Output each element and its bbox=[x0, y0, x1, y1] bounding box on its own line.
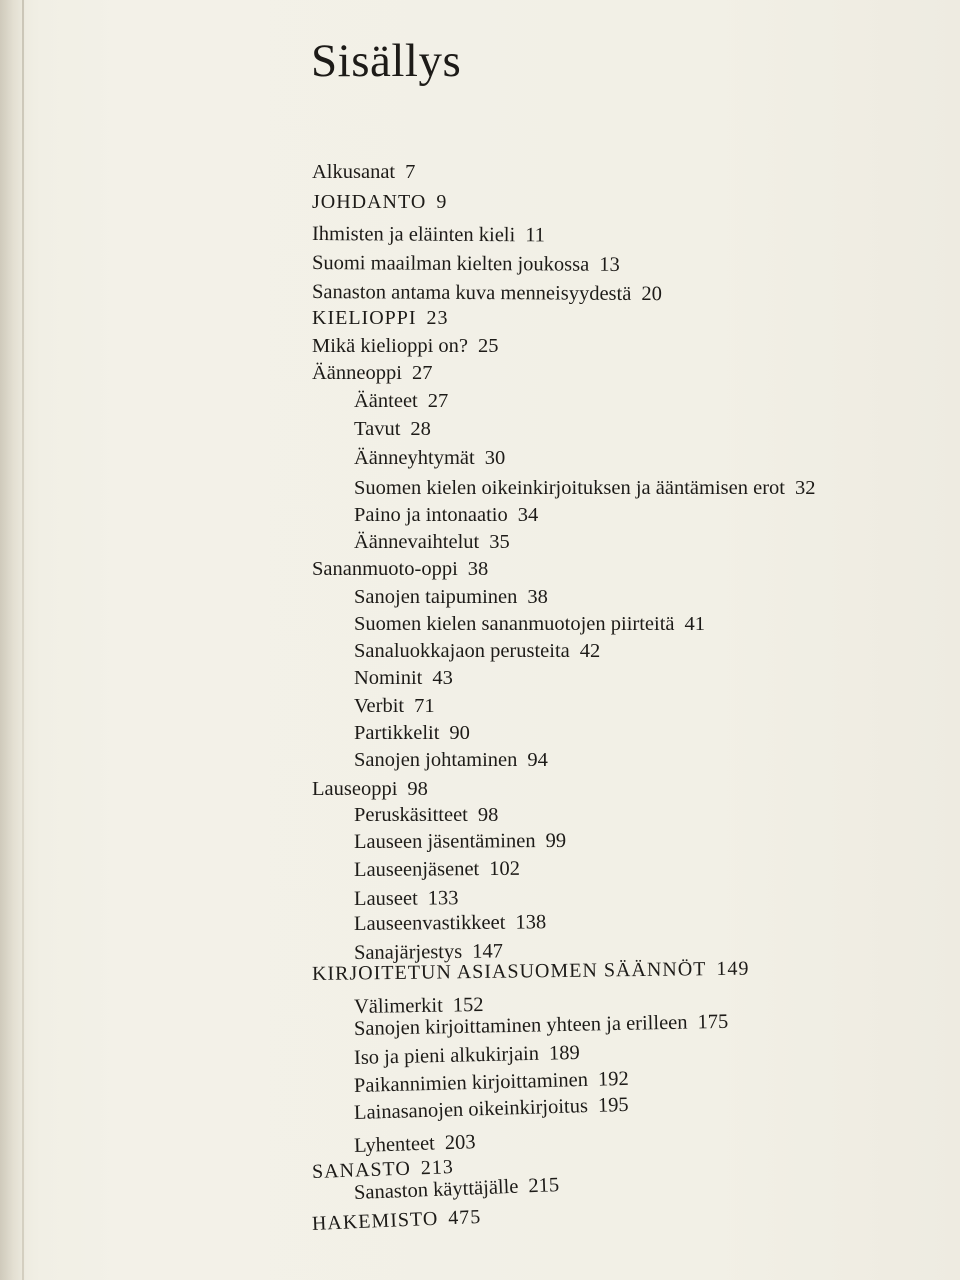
toc-entry-title: Sanajärjestys bbox=[353, 940, 463, 964]
toc-entry-page: 43 bbox=[432, 667, 453, 689]
toc-entry bbox=[354, 829, 566, 854]
toc-entry-page: 20 bbox=[641, 283, 662, 306]
toc-entry-title: SANASTO bbox=[311, 1157, 412, 1183]
toc-entry bbox=[354, 389, 448, 413]
toc-entry bbox=[312, 222, 545, 247]
toc-entry bbox=[354, 1093, 629, 1125]
toc-entry bbox=[312, 557, 488, 581]
toc-entry-page: 152 bbox=[452, 993, 484, 1017]
toc-entry-title: Sanojen kirjoittaminen yhteen ja erilleen bbox=[353, 1011, 688, 1040]
toc-entry-title: Suomen kielen sananmuotojen piirteitä bbox=[354, 613, 675, 635]
toc-entry bbox=[354, 417, 431, 441]
toc-entry-title: Iso ja pieni alkukirjain bbox=[353, 1042, 540, 1069]
toc-entry-page: 34 bbox=[517, 504, 539, 526]
toc-entry bbox=[312, 251, 620, 277]
toc-entry-title: Lauseenjäsenet bbox=[353, 858, 480, 881]
toc-entry-title: Paino ja intonaatio bbox=[354, 504, 508, 526]
toc-entry-page: 149 bbox=[716, 957, 750, 981]
toc-entry bbox=[354, 1130, 476, 1158]
toc-entry bbox=[354, 476, 815, 500]
toc-entry-title: Tavut bbox=[354, 418, 401, 440]
toc-entry-page: 28 bbox=[410, 418, 431, 440]
toc-entry-page: 175 bbox=[697, 1010, 729, 1034]
toc-entry-page: 94 bbox=[527, 749, 548, 771]
toc-entry-title: Suomen kielen oikeinkirjoituksen ja ääntämisen erot bbox=[354, 477, 785, 499]
toc-entry-page: 98 bbox=[407, 778, 428, 800]
toc-entry-title: Peruskäsitteet bbox=[354, 804, 468, 826]
toc-entry-page: 215 bbox=[527, 1174, 560, 1198]
toc-entry bbox=[312, 306, 449, 330]
toc-entry-title: Sanaluokkajaon perusteita bbox=[354, 640, 570, 662]
toc-entry-page: 7 bbox=[405, 161, 416, 183]
toc-entry bbox=[312, 361, 432, 385]
toc-entry-page: 23 bbox=[426, 307, 449, 329]
toc-entry-page: 41 bbox=[684, 613, 706, 635]
toc-entry bbox=[354, 886, 459, 911]
toc-entry-title: Lyhenteet bbox=[353, 1132, 436, 1157]
toc-entry-page: 25 bbox=[478, 335, 499, 357]
toc-entry-title: Äänteet bbox=[354, 390, 418, 412]
toc-entry bbox=[312, 190, 447, 214]
toc-entry bbox=[354, 446, 505, 470]
toc-entry-page: 203 bbox=[444, 1131, 476, 1155]
toc-entry bbox=[354, 585, 548, 609]
toc-entry bbox=[354, 748, 548, 772]
toc-entry bbox=[354, 803, 498, 827]
toc-entry bbox=[312, 777, 428, 801]
toc-entry bbox=[354, 666, 453, 690]
toc-entry-page: 213 bbox=[420, 1156, 455, 1180]
toc-entry-title: Sanaston käyttäjälle bbox=[353, 1175, 519, 1204]
toc-entry-title: Lauseenvastikkeet bbox=[353, 911, 506, 935]
toc-entry-title: Välimerkit bbox=[353, 994, 443, 1018]
toc-entry-page: 138 bbox=[515, 911, 547, 934]
toc-entry-title: Suomi maailman kielten joukossa bbox=[311, 252, 590, 276]
toc-entry-page: 30 bbox=[484, 447, 506, 469]
toc-entry-page: 99 bbox=[545, 829, 567, 852]
toc-entry-page: 133 bbox=[427, 887, 459, 910]
toc-entry-page: 11 bbox=[525, 224, 546, 247]
toc-entry-page: 13 bbox=[599, 253, 620, 276]
toc-entry-page: 35 bbox=[489, 531, 510, 553]
toc-entry-page: 38 bbox=[467, 558, 489, 580]
toc-entry-page: 27 bbox=[427, 390, 449, 412]
toc-entry-page: 147 bbox=[472, 940, 504, 963]
toc-entry-title: Ihmisten ja eläinten kieli bbox=[311, 223, 516, 247]
toc-entry-page: 98 bbox=[477, 804, 499, 826]
toc-entry bbox=[354, 910, 546, 936]
toc-entry-title: Lauseen jäsentäminen bbox=[353, 830, 536, 853]
toc-entry-page: 27 bbox=[411, 362, 433, 384]
toc-entry-page: 71 bbox=[414, 695, 435, 717]
toc-entry bbox=[312, 334, 499, 358]
toc-entry-page: 9 bbox=[436, 191, 448, 213]
toc-entry-title: Lauseoppi bbox=[312, 778, 398, 800]
toc-entry bbox=[354, 857, 520, 882]
toc-entry bbox=[354, 694, 435, 718]
toc-entry bbox=[354, 612, 705, 636]
toc-entry-title: Äännevaihtelut bbox=[354, 531, 480, 553]
toc-entry-page: 102 bbox=[489, 857, 521, 881]
toc-entry bbox=[354, 1041, 580, 1070]
toc-entry-page: 32 bbox=[794, 477, 816, 499]
toc-entry-page: 38 bbox=[527, 586, 548, 608]
toc-entry bbox=[312, 280, 662, 306]
page-title: Sisällys bbox=[311, 35, 462, 87]
toc-entry-title: Äänneyhtymät bbox=[354, 447, 475, 469]
toc-entry bbox=[354, 503, 538, 527]
toc-entry-title: Alkusanat bbox=[312, 161, 396, 183]
toc-entry-title: Sanojen johtaminen bbox=[354, 749, 518, 771]
toc-entry-title: Sanojen taipuminen bbox=[354, 586, 518, 608]
toc-entry-title: KIELIOPPI bbox=[312, 307, 417, 329]
toc-entry-page: 195 bbox=[597, 1093, 629, 1117]
toc-entry-title: Sananmuoto-oppi bbox=[312, 558, 458, 580]
toc-entry-page: 189 bbox=[548, 1041, 580, 1065]
toc-entry bbox=[312, 160, 415, 184]
toc-entry-title: Sanaston antama kuva menneisyydestä bbox=[311, 281, 632, 305]
toc-entry-title: Partikkelit bbox=[354, 722, 440, 744]
toc-entry bbox=[312, 957, 750, 986]
toc-entry-title: Paikannimien kirjoittaminen bbox=[353, 1068, 589, 1097]
toc-entry-page: 90 bbox=[449, 722, 470, 744]
toc-entry-page: 42 bbox=[579, 640, 601, 662]
toc-entry-title: Lauseet bbox=[353, 887, 418, 910]
toc-entry-title: Verbit bbox=[354, 695, 405, 717]
toc-entry-page: 475 bbox=[447, 1205, 482, 1230]
toc-entry-title: Äänneoppi bbox=[312, 362, 402, 384]
toc-entry-title: HAKEMISTO bbox=[311, 1207, 439, 1235]
toc-entry bbox=[354, 530, 510, 554]
toc-entry-title: Lainasanojen oikeinkirjoitus bbox=[353, 1095, 589, 1124]
toc-entry-title: Nominit bbox=[354, 667, 423, 689]
toc-entry-title: Mikä kielioppi on? bbox=[312, 335, 469, 357]
toc-entry bbox=[354, 721, 470, 745]
toc-entry bbox=[354, 639, 600, 663]
toc-entry-page: 192 bbox=[597, 1067, 629, 1091]
toc-entry-title: JOHDANTO bbox=[312, 191, 427, 213]
toc-entry bbox=[311, 1205, 481, 1236]
toc-entry-title: KIRJOITETUN ASIASUOMEN SÄÄNNÖT bbox=[311, 958, 707, 985]
